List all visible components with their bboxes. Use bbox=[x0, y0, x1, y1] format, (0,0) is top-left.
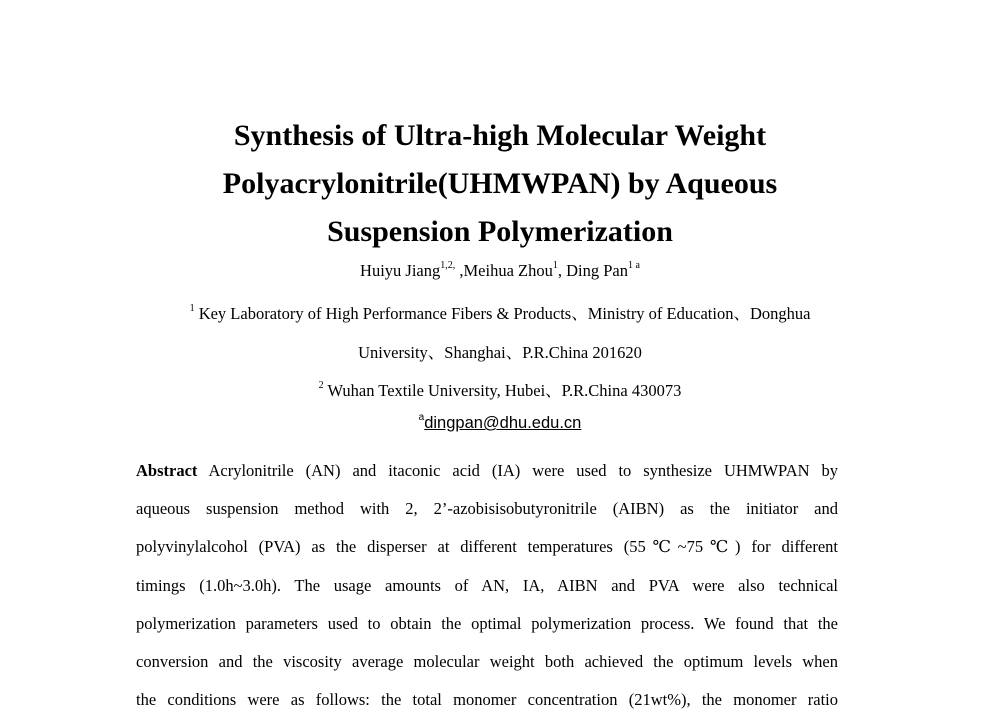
affiliation-mark: 1 bbox=[189, 303, 195, 314]
author-name: Huiyu Jiang bbox=[360, 261, 441, 280]
abstract-line: timings (1.0h~3.0h). The usage amounts of AN, IA, AIBN and PVA were also technical bbox=[136, 575, 838, 595]
affiliation-1-continued bbox=[0, 339, 1000, 363]
abstract-line: polyvinylalcohol (PVA) as the disperser at different temperatures (55℃~75℃) for different bbox=[136, 537, 838, 557]
author-list bbox=[0, 261, 1000, 281]
author-affiliation-mark: 1 bbox=[552, 260, 558, 271]
affiliation-1 bbox=[0, 300, 1000, 324]
abstract-line: aqueous suspension method with 2, 2’-azobisisobutyronitrile (AIBN) as the initiator and bbox=[136, 499, 838, 519]
abstract-line: Abstract Acrylonitrile (AN) and itaconic acid (IA) were used to synthesize UHMWPAN by bbox=[136, 461, 838, 480]
affiliation-text: Wuhan Textile University, Hubei、P.R.China 430073 bbox=[323, 381, 682, 400]
email-link[interactable]: dingpan@dhu.edu.cn bbox=[424, 414, 582, 432]
abstract-line: conversion and the viscosity average molecular weight both achieved the optimum levels when bbox=[136, 652, 838, 672]
corresponding-email bbox=[0, 414, 1000, 433]
affiliation-2 bbox=[0, 377, 1000, 401]
title-line-2: Polyacrylonitrile(UHMWPAN) by Aqueous bbox=[222, 167, 778, 200]
abstract-section bbox=[136, 452, 838, 719]
affiliation-text: University、Shanghai、P.R.China 201620 bbox=[358, 343, 642, 362]
paper-title bbox=[0, 112, 1000, 256]
abstract-line: the conditions were as follows: the total monomer concentration (21wt%), the monomer ratio bbox=[136, 690, 838, 710]
title-line-3: Suspension Polymerization bbox=[327, 215, 673, 248]
author-affiliation-mark: 1 a bbox=[628, 260, 640, 271]
author-name: , Ding Pan bbox=[557, 261, 628, 280]
affiliation-text: Key Laboratory of High Performance Fibers & Products、Ministry of Education、Donghua bbox=[194, 304, 811, 323]
title-line-1: Synthesis of Ultra-high Molecular Weight bbox=[233, 119, 767, 152]
abstract-line: polymerization parameters used to obtain the optimal polymerization process. We found that the bbox=[136, 613, 838, 633]
author-affiliation-mark: 1,2, bbox=[440, 260, 456, 271]
affiliation-mark: 2 bbox=[318, 380, 324, 391]
email-mark: a bbox=[418, 412, 425, 423]
abstract-label: Abstract bbox=[136, 461, 198, 480]
author-name: ,Meihua Zhou bbox=[455, 261, 553, 280]
